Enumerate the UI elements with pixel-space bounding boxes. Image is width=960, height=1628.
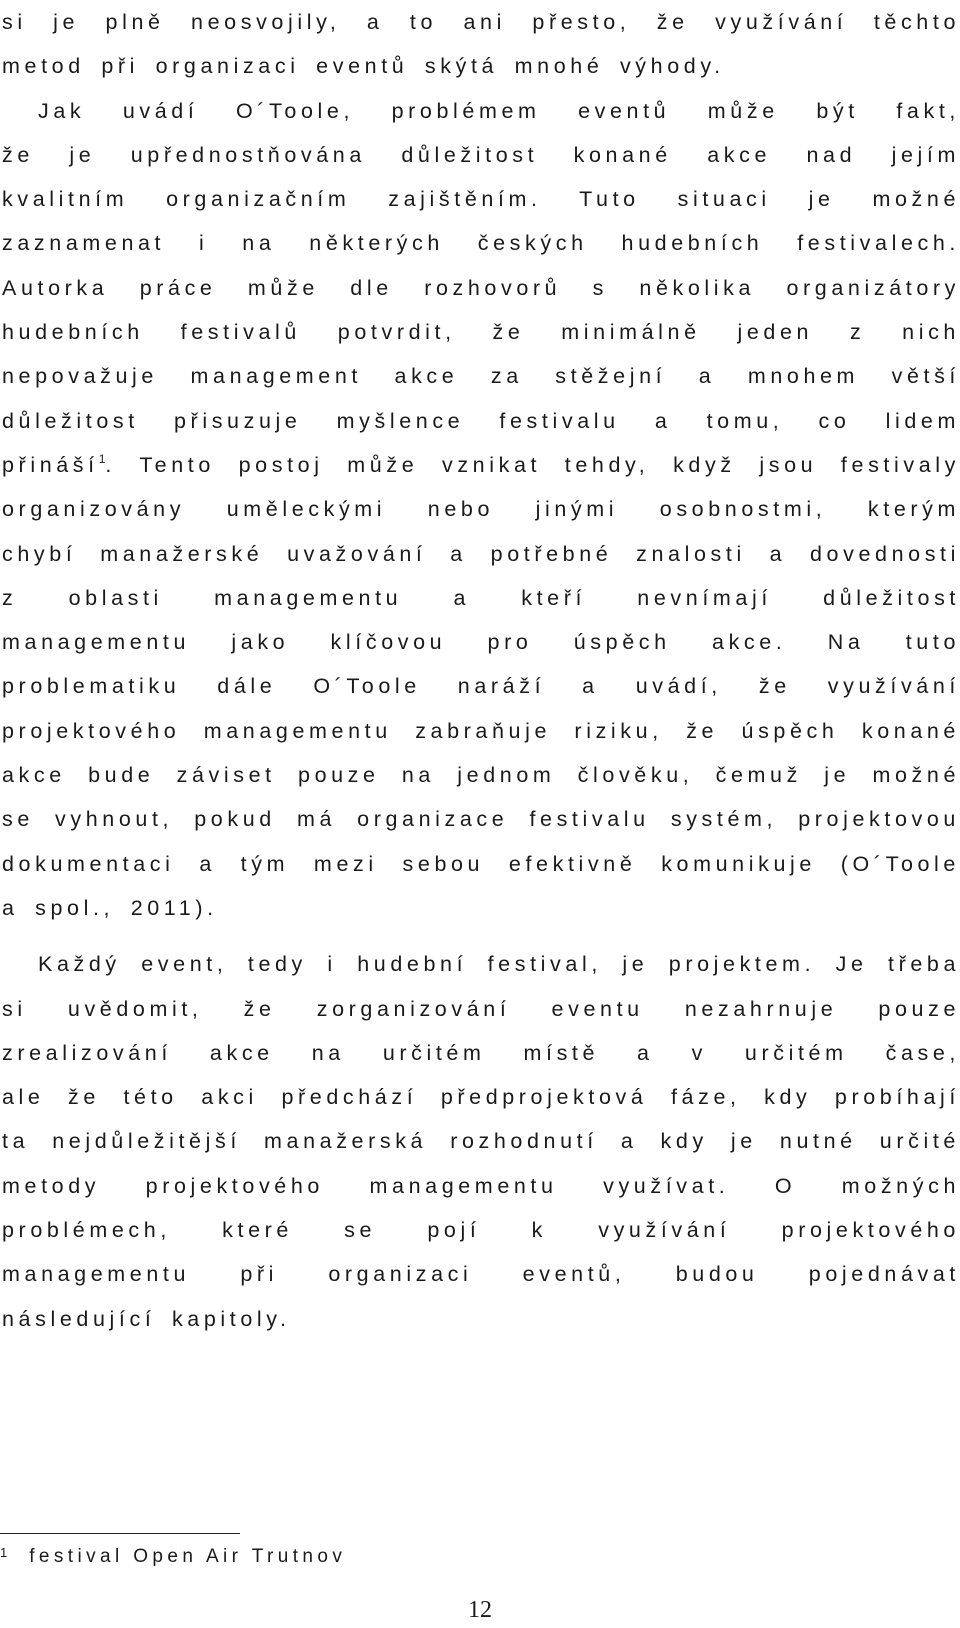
text-line: se vyhnout, pokud má organizace festivalu systém, projektovou <box>2 807 960 832</box>
text-line: hudebních festivalů potvrdit, že minimálně jeden z nich <box>2 320 960 345</box>
footnote <box>0 1545 346 1568</box>
footnote-mark: 1 <box>0 1545 8 1560</box>
text-line: problematiku dále O´Toole naráží a uvádí, že využívání <box>2 674 960 699</box>
text-line: nepovažuje management akce za stěžejní a mnohem větší <box>2 364 960 389</box>
text-fragment: . Tento postoj může vznikat tehdy, když jsou festivaly <box>105 452 960 477</box>
text-line: Autorka práce může dle rozhovorů s několika organizátory <box>2 275 960 300</box>
paragraph-2 <box>2 89 960 931</box>
text-line: Jak uvádí O´Toole, problémem eventů může být fakt, <box>38 98 960 123</box>
text-line: důležitost přisuzuje myšlence festivalu a tomu, co lidem <box>2 408 960 433</box>
text-line: managementu jako klíčovou pro úspěch akce. Na tuto <box>2 630 960 655</box>
footnote-text: festival Open Air Trutnov <box>29 1546 347 1567</box>
text-line: z oblasti managementu a kteří nevnímají důležitost <box>2 585 960 610</box>
text-line: zaznamenat i na některých českých hudebních festivalech. <box>2 231 960 256</box>
text-line: metod při organizaci eventů skýtá mnohé výhody. <box>2 54 725 79</box>
text-line: akce bude záviset pouze na jednom člověku, čemuž je možné <box>2 763 960 788</box>
text-line: dokumentaci a tým mezi sebou efektivně komunikuje (O´Toole <box>2 851 960 876</box>
text-line: projektového managementu zabraňuje riziku, že úspěch konané <box>2 718 960 743</box>
body-text <box>2 0 960 1341</box>
text-line: problémech, které se pojí k využívání projektového <box>2 1218 960 1243</box>
paragraph-3 <box>2 942 960 1341</box>
text-line: a spol., 2011). <box>2 895 218 920</box>
text-line: managementu při organizaci eventů, budou pojednávat <box>2 1262 960 1287</box>
text-line: organizovány uměleckými nebo jinými osobnostmi, kterým <box>2 497 960 522</box>
paragraph-spacer <box>2 930 960 942</box>
text-line-with-footnote <box>2 443 960 487</box>
text-line: metody projektového managementu využívat. O možných <box>2 1173 960 1198</box>
text-line: si uvědomit, že zorganizování eventu nezahrnuje pouze <box>2 996 960 1021</box>
page-number: 12 <box>468 1597 492 1623</box>
text-line: následující kapitoly. <box>2 1306 291 1331</box>
text-line: zrealizování akce na určitém místě a v určitém čase, <box>2 1040 960 1065</box>
text-line: že je upřednostňována důležitost konané akce nad jejím <box>2 142 960 167</box>
text-line: chybí manažerské uvažování a potřebné znalosti a dovednosti <box>2 541 960 566</box>
text-line: ale že této akci předchází předprojektová fáze, kdy probíhají <box>2 1085 960 1110</box>
text-fragment: přináší <box>2 452 99 477</box>
footnote-reference[interactable]: 1 <box>98 451 106 466</box>
text-line: ta nejdůležitější manažerská rozhodnutí a kdy je nutné určité <box>2 1129 960 1154</box>
footnote-separator <box>0 1533 240 1534</box>
text-line: si je plně neosvojily, a to ani přesto, že využívání těchto <box>2 10 960 34</box>
text-line: Každý event, tedy i hudební festival, je projektem. Je třeba <box>38 952 960 977</box>
paragraph-1 <box>2 0 960 89</box>
text-line: kvalitním organizačním zajištěním. Tuto situaci je možné <box>2 187 960 212</box>
